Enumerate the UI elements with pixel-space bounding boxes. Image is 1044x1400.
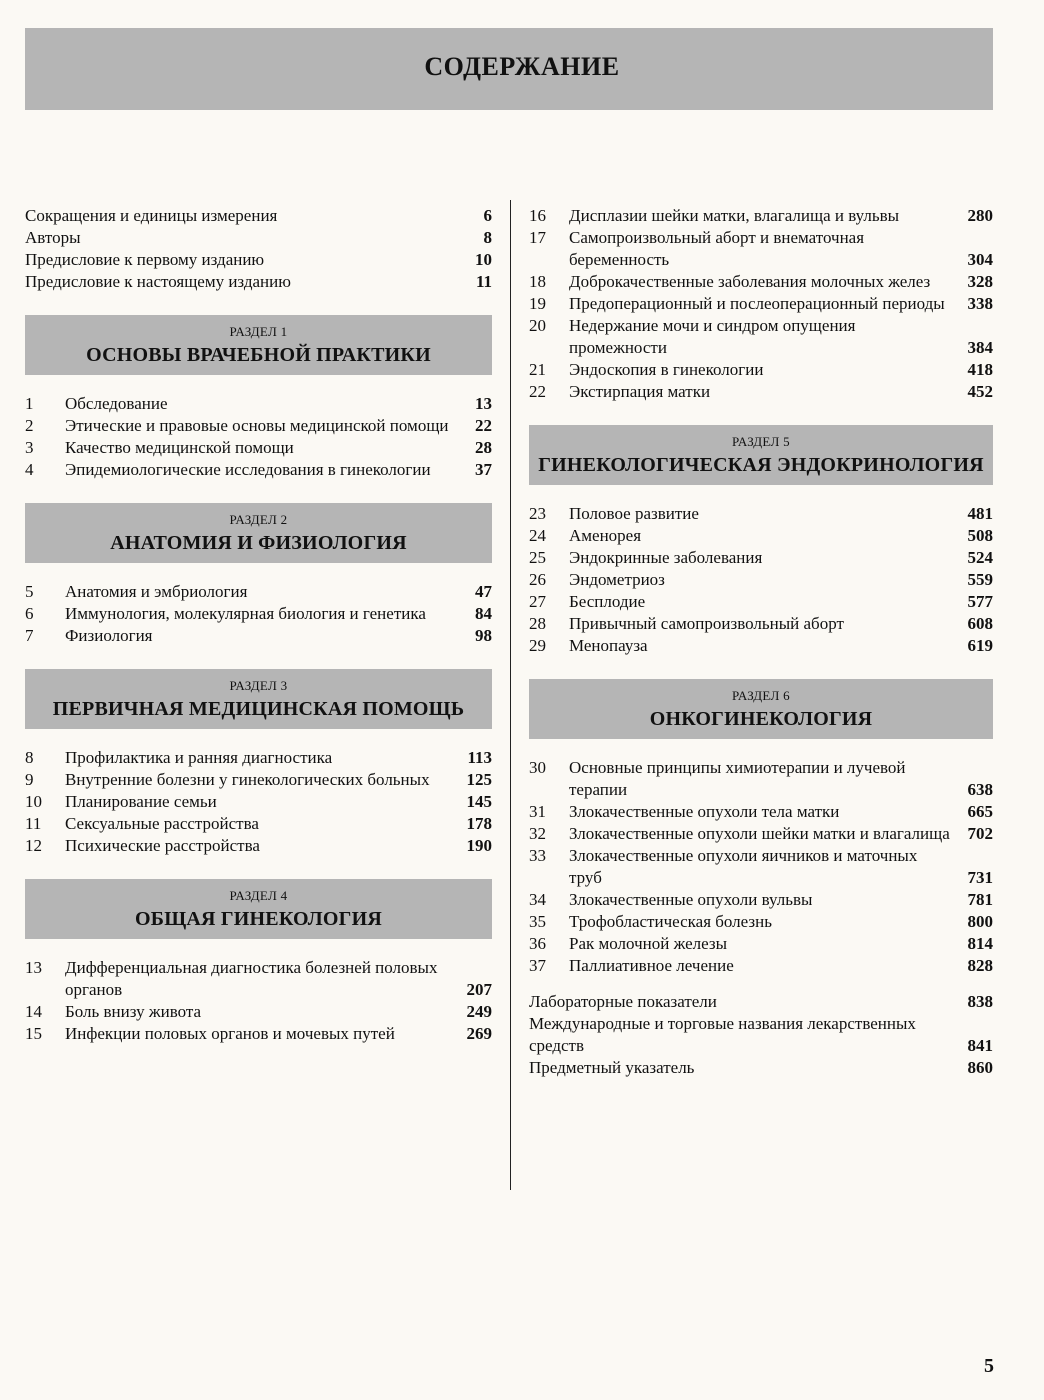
page-ref: 559 <box>967 570 993 589</box>
toc-entry[interactable] <box>529 503 993 525</box>
page-ref: 113 <box>467 748 492 767</box>
page-ref: 814 <box>967 934 993 953</box>
chapter-number: 36 <box>529 934 546 953</box>
toc-entry[interactable] <box>529 845 993 889</box>
chapter-number: 30 <box>529 758 546 777</box>
page-ref: 269 <box>466 1024 492 1043</box>
toc-entry[interactable] <box>529 955 993 977</box>
chapter-title: Этические и правовые основы медицинской помощи <box>65 416 449 435</box>
toc-entry[interactable] <box>529 801 993 823</box>
page-ref: 524 <box>967 548 993 567</box>
page-ref: 608 <box>967 614 993 633</box>
page-ref: 328 <box>967 272 993 291</box>
section-name: АНАТОМИЯ И ФИЗИОЛОГИЯ <box>110 532 407 554</box>
chapter-title: Паллиативное лечение <box>569 956 734 975</box>
chapter-title: Инфекции половых органов и мочевых путей <box>65 1024 395 1043</box>
chapter-title: Физиология <box>65 626 153 645</box>
chapter-number: 34 <box>529 890 546 909</box>
section-header <box>25 879 492 939</box>
chapter-number: 5 <box>25 582 34 601</box>
chapter-title: Бесплодие <box>569 592 646 611</box>
chapter-title: Международные и торговые названия лекарственных средств <box>529 1014 916 1055</box>
toc-entry[interactable] <box>25 437 492 459</box>
chapter-number: 26 <box>529 570 546 589</box>
section-label: РАЗДЕЛ 3 <box>229 678 288 693</box>
chapter-title: Привычный самопроизвольный аборт <box>569 614 844 633</box>
toc-entry[interactable] <box>529 991 993 1013</box>
page-ref: 178 <box>466 814 492 833</box>
chapter-number: 6 <box>25 604 34 623</box>
section-label: РАЗДЕЛ 2 <box>229 512 288 527</box>
column-divider <box>510 200 511 1190</box>
chapter-title: Авторы <box>25 228 81 247</box>
chapter-title: Злокачественные опухоли вульвы <box>569 890 813 909</box>
page-ref: 207 <box>466 980 492 999</box>
chapter-title: Планирование семьи <box>65 792 217 811</box>
chapter-number: 25 <box>529 548 546 567</box>
page-ref: 10 <box>475 250 492 269</box>
section-header <box>25 503 492 563</box>
section-header <box>25 669 492 729</box>
chapter-title: Эпидемиологические исследования в гинекологии <box>65 460 431 479</box>
toc-entry[interactable] <box>25 459 492 481</box>
toc-entry[interactable] <box>25 603 492 625</box>
page-ref: 28 <box>475 438 492 457</box>
page-title: СОДЕРЖАНИЕ <box>424 52 620 81</box>
chapter-number: 20 <box>529 316 546 335</box>
toc-entry[interactable] <box>25 813 492 835</box>
chapter-title: Сексуальные расстройства <box>65 814 259 833</box>
chapter-title: Эндокринные заболевания <box>569 548 763 567</box>
chapter-title: Предисловие к настоящему изданию <box>25 272 291 291</box>
toc-entry[interactable] <box>529 359 993 381</box>
page-ref: 304 <box>967 250 993 269</box>
section-name: ОНКОГИНЕКОЛОГИЯ <box>649 708 873 730</box>
page-ref: 249 <box>466 1002 492 1021</box>
toc-entry[interactable] <box>529 757 993 801</box>
chapter-number: 8 <box>25 748 34 767</box>
chapter-title: Психические расстройства <box>65 836 260 855</box>
page-ref: 190 <box>466 836 492 855</box>
chapter-number: 16 <box>529 206 546 225</box>
page-ref: 145 <box>466 792 492 811</box>
chapter-title: Дифференциальная диагностика болезней половых органов <box>65 958 438 999</box>
section-name: ГИНЕКОЛОГИЧЕСКАЯ ЭНДОКРИНОЛОГИЯ <box>538 454 984 476</box>
toc-entry[interactable] <box>529 569 993 591</box>
toc-entry[interactable] <box>25 625 492 647</box>
page-ref: 841 <box>967 1036 993 1055</box>
chapter-number: 32 <box>529 824 546 843</box>
chapter-number: 11 <box>25 814 42 833</box>
page-ref: 828 <box>967 956 993 975</box>
toc-entry[interactable] <box>529 227 993 271</box>
chapter-title: Злокачественные опухоли тела матки <box>569 802 840 821</box>
toc-entry[interactable] <box>25 1001 492 1023</box>
toc-entry[interactable] <box>25 249 492 271</box>
chapter-title: Трофобластическая болезнь <box>569 912 772 931</box>
page-ref: 781 <box>967 890 993 909</box>
section-name: ОСНОВЫ ВРАЧЕБНОЙ ПРАКТИКИ <box>86 344 431 366</box>
chapter-number: 10 <box>25 792 42 811</box>
page-ref: 84 <box>475 604 492 623</box>
section-header <box>529 425 993 485</box>
page-ref: 6 <box>483 206 492 225</box>
section-name: ОБЩАЯ ГИНЕКОЛОГИЯ <box>135 908 382 930</box>
chapter-number: 21 <box>529 360 546 379</box>
chapter-number: 28 <box>529 614 546 633</box>
page-ref: 702 <box>967 824 993 843</box>
toc-entry[interactable] <box>529 613 993 635</box>
chapter-number: 22 <box>529 382 546 401</box>
chapter-title: Эндометриоз <box>569 570 665 589</box>
toc-entry[interactable] <box>529 525 993 547</box>
chapter-number: 18 <box>529 272 546 291</box>
toc-entry[interactable] <box>529 1057 993 1079</box>
chapter-number: 31 <box>529 802 546 821</box>
page-ref: 338 <box>967 294 993 313</box>
chapter-number: 19 <box>529 294 546 313</box>
toc-entry[interactable] <box>25 271 492 293</box>
chapter-title: Профилактика и ранняя диагностика <box>65 748 333 767</box>
chapter-title: Дисплазии шейки матки, влагалища и вульвы <box>569 206 900 225</box>
chapter-number: 33 <box>529 846 546 865</box>
chapter-number: 15 <box>25 1024 42 1043</box>
chapter-title: Сокращения и единицы измерения <box>25 206 278 225</box>
toc-entry[interactable] <box>529 591 993 613</box>
toc-entry[interactable] <box>25 227 492 249</box>
page-ref: 8 <box>483 228 492 247</box>
page-ref: 418 <box>967 360 993 379</box>
toc-entry[interactable] <box>529 635 993 657</box>
chapter-title: Боль внизу живота <box>65 1002 202 1021</box>
toc-entry[interactable] <box>529 547 993 569</box>
chapter-title: Предоперационный и послеоперационный периоды <box>569 294 945 313</box>
toc-entry[interactable] <box>25 957 492 1001</box>
page-ref: 577 <box>967 592 993 611</box>
page-ref: 481 <box>967 504 993 523</box>
toc-entry[interactable] <box>25 393 492 415</box>
page-ref: 47 <box>475 582 492 601</box>
toc-entry[interactable] <box>529 933 993 955</box>
chapter-number: 37 <box>529 956 546 975</box>
chapter-title: Самопроизвольный аборт и внематочная беременность <box>569 228 865 269</box>
page-ref: 384 <box>967 338 993 357</box>
chapter-number: 17 <box>529 228 546 247</box>
toc-entry[interactable] <box>25 769 492 791</box>
chapter-title: Злокачественные опухоли яичников и маточных труб <box>569 846 918 887</box>
chapter-title: Менопауза <box>569 636 648 655</box>
page-ref: 22 <box>475 416 492 435</box>
section-label: РАЗДЕЛ 5 <box>732 434 790 449</box>
chapter-title: Половое развитие <box>569 504 699 523</box>
chapter-number: 29 <box>529 636 546 655</box>
chapter-number: 7 <box>25 626 34 645</box>
section-header <box>25 315 492 375</box>
page-ref: 13 <box>475 394 492 413</box>
toc-entry[interactable] <box>529 1013 993 1057</box>
page-ref: 280 <box>967 206 993 225</box>
toc-entry[interactable] <box>25 415 492 437</box>
chapter-title: Анатомия и эмбриология <box>65 582 248 601</box>
page-ref: 638 <box>967 780 993 799</box>
toc-entry[interactable] <box>25 581 492 603</box>
chapter-title: Качество медицинской помощи <box>65 438 294 457</box>
toc-left-column <box>25 205 492 1045</box>
chapter-number: 3 <box>25 438 34 457</box>
page-ref: 452 <box>967 382 993 401</box>
chapter-title: Злокачественные опухоли шейки матки и влагалища <box>569 824 950 843</box>
toc-entry[interactable] <box>25 1023 492 1045</box>
page-ref: 731 <box>967 868 993 887</box>
section-label: РАЗДЕЛ 1 <box>229 324 288 339</box>
page-ref: 11 <box>475 272 492 291</box>
page-ref: 619 <box>967 636 993 655</box>
toc-entry[interactable] <box>529 381 993 403</box>
toc-entry[interactable] <box>529 823 993 845</box>
chapter-number: 2 <box>25 416 34 435</box>
spacer <box>529 977 993 991</box>
page-ref: 125 <box>466 770 492 789</box>
toc-entry[interactable] <box>25 791 492 813</box>
chapter-title: Предисловие к первому изданию <box>25 250 265 269</box>
page-ref: 37 <box>475 460 492 479</box>
section-label: РАЗДЕЛ 6 <box>732 688 790 703</box>
toc-entry[interactable] <box>25 747 492 769</box>
chapter-number: 4 <box>25 460 34 479</box>
section-label: РАЗДЕЛ 4 <box>229 888 288 903</box>
chapter-number: 12 <box>25 836 42 855</box>
chapter-number: 13 <box>25 958 42 977</box>
page-ref: 98 <box>475 626 492 645</box>
toc-entry[interactable] <box>529 205 993 227</box>
page-number: 5 <box>984 1355 994 1377</box>
chapter-number: 1 <box>25 394 34 413</box>
toc-entry[interactable] <box>25 205 492 227</box>
chapter-number: 35 <box>529 912 546 931</box>
page-ref: 508 <box>967 526 993 545</box>
chapter-title: Лабораторные показатели <box>529 992 717 1011</box>
chapter-number: 14 <box>25 1002 42 1021</box>
page-ref: 860 <box>967 1058 993 1077</box>
chapter-title: Предметный указатель <box>529 1058 695 1077</box>
chapter-title: Иммунология, молекулярная биология и генетика <box>65 604 426 623</box>
page-ref: 665 <box>967 802 993 821</box>
section-header <box>529 679 993 739</box>
toc-entry[interactable] <box>529 889 993 911</box>
chapter-title: Обследование <box>65 394 168 413</box>
chapter-number: 27 <box>529 592 546 611</box>
chapter-title: Доброкачественные заболевания молочных желез <box>569 272 931 291</box>
toc-right-column <box>529 205 993 1079</box>
chapter-title: Экстирпация матки <box>569 382 711 401</box>
chapter-title: Недержание мочи и синдром опущения промежности <box>569 316 856 357</box>
chapter-number: 23 <box>529 504 546 523</box>
chapter-number: 9 <box>25 770 34 789</box>
toc-entry[interactable] <box>529 293 993 315</box>
page-ref: 838 <box>967 992 993 1011</box>
toc-entry[interactable] <box>529 911 993 933</box>
chapter-number: 24 <box>529 526 546 545</box>
toc-entry[interactable] <box>529 315 993 359</box>
chapter-title: Эндоскопия в гинекологии <box>569 360 764 379</box>
chapter-title: Внутренние болезни у гинекологических больных <box>65 770 430 789</box>
toc-entry[interactable] <box>25 835 492 857</box>
chapter-title: Основные принципы химиотерапии и лучевой терапии <box>569 758 906 799</box>
section-name: ПЕРВИЧНАЯ МЕДИЦИНСКАЯ ПОМОЩЬ <box>52 698 465 720</box>
chapter-title: Аменорея <box>569 526 642 545</box>
chapter-title: Рак молочной железы <box>569 934 728 953</box>
page-ref: 800 <box>967 912 993 931</box>
toc-entry[interactable] <box>529 271 993 293</box>
